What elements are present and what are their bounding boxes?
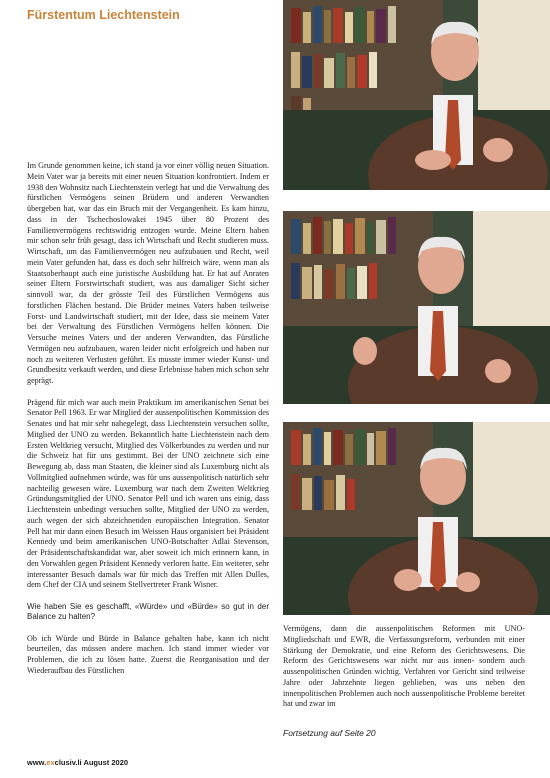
footer-url-suffix: clusiv.li	[54, 758, 82, 767]
article-column-right	[283, 624, 525, 710]
photo-interview-2	[283, 211, 550, 404]
footer-url-prefix: www.	[27, 758, 47, 767]
page-footer	[27, 758, 128, 767]
photo-interview-3	[283, 422, 550, 615]
section-title: Fürstentum Liechtenstein	[27, 8, 180, 22]
article-paragraph: Prägend für mich war auch mein Praktikum im amerikanischen Senat bei Senator Pell 1963. Er war Mitglied der aussenpolitischen Kommission des Senates und hat mir sehr nahegelegt, dass Liechtenstein versuchen sollte, Mitglied der UNO zu werden. Bekanntlich hatte Liechtenstein nach dem Ersten Weltkrieg versucht, Mitglied des Völkerbundes zu werden und nur die Schweiz hat für uns gestimmt. Bei der UNO zeichnete sich eine Bewegung ab, dass man Staaten, die kleiner sind als Luxemburg nicht als Vollmitglied aufnehmen würde, was für uns aussenpolitisch natürlich sehr nachteilig gewesen wäre. Luxemburg war nach dem Zweiten Weltkrieg Gründungsmitglied der UNO. Senator Pell und ich waren uns einig, dass Liechtenstein unbedingt versuchen sollte, Mitglied der UNO zu werden, auch wegen der sich abzeichnenden europäischen Integration. Senator Pell hat mir dann einen Besuch im Weissen Haus organisiert bei Präsident Kennedy und beim amerikanischen UNO-Botschafter Adlai Stevenson, der Präsidentschaftskandidat war, aber soweit ich mich erinnern kann, in den Vorwahlen gegen Präsident Kennedy verloren hatte. Ein weiterer, sehr interessanter Besuch damals war für mich das Treffen mit Allen Dulles, dem Chef der CIA und seinem Stellvertreter Frank Wisner.	[27, 397, 269, 590]
article-paragraph: Ob ich Würde und Bürde in Balance gehalten habe, kann ich nicht beurteilen, das müssen andere machen. Ich stand immer wieder vor Problemen, die ich zu lösen hatte. Zuerst die Reorganisation und der Wiederaufbau des Fürstlichen	[27, 633, 269, 675]
photo-interview-1	[283, 0, 550, 190]
continued-note: Fortsetzung auf Seite 20	[283, 728, 376, 738]
interview-question: Wie haben Sie es geschafft, «Würde» und «Bürde» so gut in der Balance zu halten?	[27, 601, 269, 622]
article-column-left	[27, 161, 269, 677]
footer-url-brand: ex	[46, 758, 55, 767]
article-paragraph: Im Grunde genommen keine, ich stand ja vor einer völlig neuen Situation. Mein Vater war ja bereits mit einer neuen Situation konfrontiert. Indem er 1938 den Wohnsitz nach Liechtenstein verlegt hat und die Verwaltung des fürstlichen Vermögens seinen Brüdern und anderen Verwandten übergeben hat, war das ein Bruch mit der Vergangenheit. Es kam hinzu, dass in der Tschechoslowakei 1945 über 80 Prozent des Familienvermögens rechtswidrig entzogen wurde. Meine Eltern haben mir schon sehr früh gesagt, dass ich Wirtschaft und Recht studieren muss. Wirtschaft, um das Familienvermögen neu aufzubauen und Recht, weil mein Vater gefunden hat, dass es doch sehr hilfreich wäre, wenn man als Staatsoberhaupt auch eine juristische Ausbildung hat. Er hat auf Anraten seiner Eltern Forstwirtschaft studiert, was aus damaliger Sicht sicher sinnvoll war, da der grösste Teil des Fürstlichen Vermögens aus forstlichen Flächen bestand. Die Brüder meines Vaters haben teilweise Forst- und Landwirtschaft studiert, mit der Idee, dass sie meinem Vater bei der Verwaltung des Fürstlichen Vermögens helfen können. Die Versuche meines Vaters und der anderen Verwandten, das Fürstliche Vermögen neu aufzubauen, waren leider nicht erfolgreich und haben nur noch zu weiteren Verlusten geführt. Es musste immer wieder Kunst- und Grundbesitz verkauft werden, und diese Erlebnisse haben mich schon sehr geprägt.	[27, 161, 269, 385]
footer-issue: August 2020	[83, 758, 129, 767]
article-paragraph: Vermögens, dann die aussenpolitischen Reformen mit UNO-Mitgliedschaft und EWR, die Verfassungsreform, verbunden mit einer Stärkung der Demokratie, und eine Reform des Gerichtswesens. Die Reform des Gerichtswesens war nicht nur aus innen- sondern auch aussenpolitischen Gründen wichtig. Verfahren vor Gericht sind teilweise Jahre oder Jahrzehnte liegen geblieben, was uns neben den innenpolitischen Problemen auch noch aussenpolitische Probleme bereitet hat und zwar im	[283, 624, 525, 709]
